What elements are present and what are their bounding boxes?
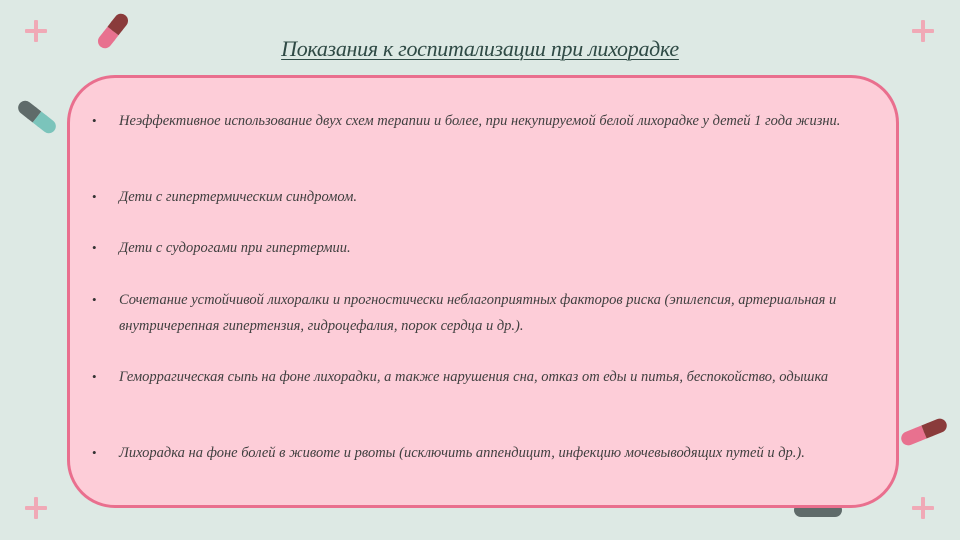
list-item <box>92 364 852 390</box>
list-item-text: Дети с судорогами при гипертермии. <box>119 240 351 256</box>
bullet-icon: • <box>92 369 97 384</box>
bullet-icon: • <box>92 113 97 128</box>
slide-title: Показания к госпитализации при лихорадке <box>281 36 679 61</box>
list-item-text: Лихорадка на фоне болей в животе и рвоты (исключить аппендицит, инфекцию мочевыводящих путей и др.). <box>119 445 805 461</box>
plus-icon <box>25 497 47 519</box>
bullet-icon: • <box>92 445 97 460</box>
bullet-icon: • <box>92 189 97 204</box>
list-item-text: Неэффективное использование двух схем терапии и более, при некупируемой белой лихорадке у детей 1 года жизни. <box>119 113 841 129</box>
list-item <box>92 287 852 339</box>
list-item <box>92 235 852 261</box>
bullet-icon: • <box>92 292 97 307</box>
list-item <box>92 108 852 134</box>
bullet-icon: • <box>92 240 97 255</box>
content-card <box>67 75 899 508</box>
list-item <box>92 440 852 466</box>
list-item-text: Геморрагическая сыпь на фоне лихорадки, а также нарушения сна, отказ от еды и питья, беспокойство, одышка <box>119 369 829 385</box>
list-item-text: Сочетание устойчивой лихоралки и прогностически неблагоприятных факторов риска (эпилепсия, артериальная и внутричерепная гипертензия, гидроцефалия, порок сердца и др.). <box>119 292 837 334</box>
capsule-icon <box>10 94 64 140</box>
list-item <box>92 184 852 210</box>
list-item-text: Дети с гипертермическим синдромом. <box>119 189 357 205</box>
capsule-icon <box>896 410 952 454</box>
plus-icon <box>912 497 934 519</box>
